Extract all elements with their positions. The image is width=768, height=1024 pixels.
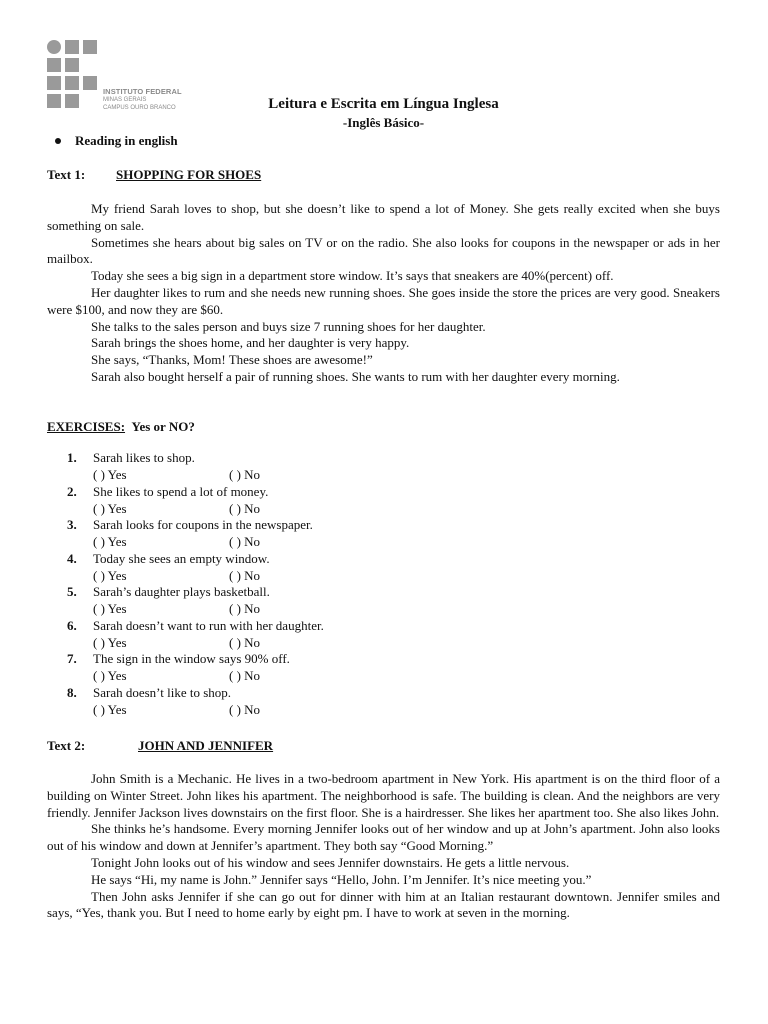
- yes-option[interactable]: ( ) Yes: [93, 500, 127, 516]
- text1-paragraph: She says, “Thanks, Mom! These shoes are awesome!”: [91, 352, 373, 368]
- text2-paragraph: John Smith is a Mechanic. He lives in a two-bedroom apartment in New York. His apartment is on the third floor of a building on Winter Street. John likes his apartment. The neighborhood is safe. The building is clean. And the neighbors are very friendly. Jennifer Jackson lives downstairs on the first floor. She is a hairdresser. She likes her apartment too. She also likes John.: [47, 771, 720, 820]
- text2-paragraph: Tonight John looks out of his window and sees Jennifer downstairs. He gets a little nervous.: [91, 854, 570, 870]
- logo-line-3: CAMPUS OURO BRANCO: [103, 105, 176, 111]
- text1-paragraph: My friend Sarah loves to shop, but she doesn’t like to spend a lot of Money. She gets really excited when she buys something on sale.: [47, 201, 720, 233]
- exercise-question: Today she sees an empty window.: [93, 550, 270, 566]
- text2-paragraph: She thinks he’s handsome. Every morning Jennifer looks out of her window and up at John’s apartment. John also looks out of his window and down at Jennifer’s apartment. They both say “Good Morning.”: [47, 821, 720, 854]
- yes-option[interactable]: ( ) Yes: [93, 701, 127, 717]
- exercise-item: [47, 517, 647, 551]
- exercise-item: [47, 651, 647, 685]
- exercise-item: [47, 584, 647, 618]
- text2-paragraph: He says “Hi, my name is John.” Jennifer says “Hello, John. I’m Jennifer. It’s nice meeting you.”: [91, 871, 592, 887]
- exercise-number: 2.: [67, 483, 77, 499]
- no-option[interactable]: ( ) No: [229, 634, 261, 650]
- document-subtitle: -Inglês Básico-: [342, 115, 425, 130]
- exercise-item: [47, 551, 647, 585]
- exercise-item: [47, 618, 647, 652]
- bullet-icon: [55, 138, 61, 144]
- text1-paragraph: Sarah brings the shoes home, and her daughter is very happy.: [91, 335, 410, 351]
- logo-line-1: INSTITUTO FEDERAL: [103, 87, 182, 96]
- exercise-number: 1.: [67, 450, 77, 465]
- yes-option[interactable]: ( ) Yes: [93, 634, 127, 650]
- exercise-question: Sarah doesn’t want to run with her daughter.: [93, 617, 324, 633]
- section-bullet: [47, 133, 178, 149]
- text1-paragraph: Today she sees a big sign in a department store window. It’s says that sneakers are 40%(percent) off.: [91, 268, 614, 284]
- text1-paragraph: Her daughter likes to rum and she needs new running shoes. She goes inside the store the prices are very good. Sneakers were $100, and now they are $60.: [47, 284, 720, 317]
- bullet-label: Reading in english: [75, 133, 178, 148]
- text2-body: [47, 771, 720, 922]
- no-option[interactable]: ( ) No: [229, 668, 261, 683]
- exercise-number: 8.: [67, 684, 77, 700]
- yes-option[interactable]: ( ) Yes: [93, 467, 127, 482]
- yes-option[interactable]: ( ) Yes: [93, 668, 127, 683]
- document-title: Leitura e Escrita em Língua Inglesa: [268, 96, 499, 112]
- text2-paragraph: Then John asks Jennifer if she can go out for dinner with him at an Italian restaurant downtown. Jennifer smiles and says, “Yes, thank you. But I need to home early by eight pm. I have to work at seven in the morning.: [47, 888, 720, 921]
- exercises-heading: [47, 419, 195, 435]
- no-option[interactable]: ( ) No: [229, 701, 261, 717]
- exercise-question: She likes to spend a lot of money.: [93, 483, 269, 499]
- text2-label: Text 2:: [47, 738, 86, 753]
- text1-title: SHOPPING FOR SHOES: [116, 167, 262, 182]
- yes-option[interactable]: ( ) Yes: [93, 534, 127, 549]
- no-option[interactable]: ( ) No: [229, 567, 261, 583]
- no-option[interactable]: ( ) No: [229, 601, 261, 616]
- exercise-question: Sarah doesn’t like to shop.: [93, 684, 232, 700]
- text2-heading: [47, 738, 274, 754]
- yes-option[interactable]: ( ) Yes: [93, 567, 127, 583]
- exercise-item: [47, 685, 647, 719]
- text1-heading: [47, 167, 262, 183]
- text1-paragraph: Sarah also bought herself a pair of running shoes. She wants to rum with her daughter every morning.: [91, 368, 620, 384]
- text1-paragraph: Sometimes she hears about big sales on TV or on the radio. She also looks for coupons in the newspaper or ads in her mailbox.: [47, 234, 720, 267]
- exercise-number: 7.: [67, 651, 77, 666]
- exercise-number: 3.: [67, 517, 77, 532]
- exercise-item: [47, 484, 647, 518]
- no-option[interactable]: ( ) No: [229, 467, 261, 482]
- logo-line-2: MINAS GERAIS: [103, 97, 147, 103]
- exercises-subtitle: Yes or NO?: [131, 419, 195, 434]
- text1-body: [47, 201, 720, 386]
- exercise-item: [47, 450, 647, 484]
- exercises-label: EXERCISES:: [47, 419, 126, 434]
- exercise-number: 4.: [67, 550, 77, 566]
- no-option[interactable]: ( ) No: [229, 500, 261, 516]
- exercise-number: 5.: [67, 584, 77, 599]
- exercise-number: 6.: [67, 617, 77, 633]
- text1-label: Text 1:: [47, 167, 86, 182]
- exercise-list: [47, 450, 647, 718]
- text2-title: JOHN AND JENNIFER: [138, 738, 274, 753]
- exercise-question: The sign in the window says 90% off.: [93, 651, 290, 666]
- text1-paragraph: She talks to the sales person and buys size 7 running shoes for her daughter.: [91, 318, 486, 334]
- exercise-question: Sarah’s daughter plays basketball.: [93, 584, 270, 599]
- exercise-question: Sarah looks for coupons in the newspaper.: [93, 517, 313, 532]
- exercise-question: Sarah likes to shop.: [93, 450, 195, 465]
- no-option[interactable]: ( ) No: [229, 534, 261, 549]
- yes-option[interactable]: ( ) Yes: [93, 601, 127, 616]
